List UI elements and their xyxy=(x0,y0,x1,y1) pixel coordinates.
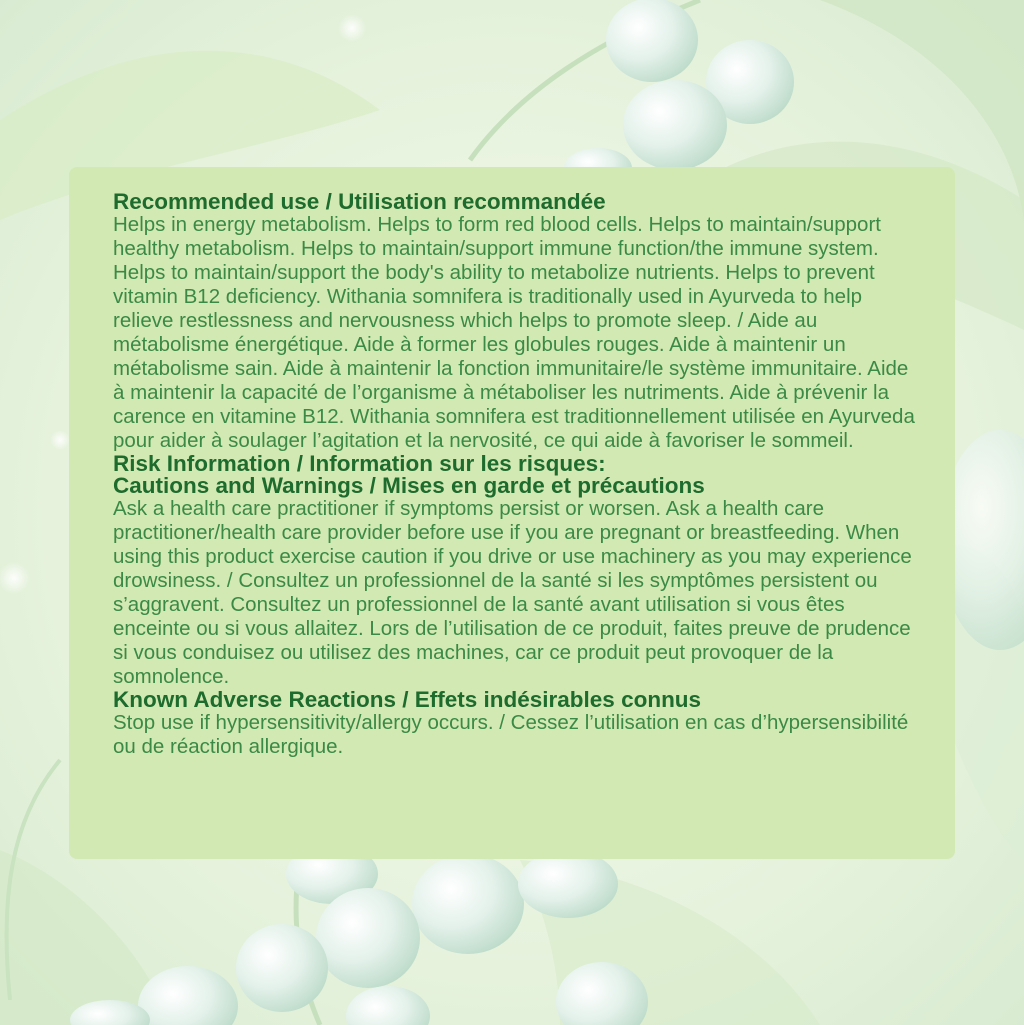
recommended-use-text: Helps in energy metabolism. Helps to form red blood cells. Helps to maintain/support healthy metabolism. Helps to maintain/support immune function/the immune system. Helps to maintain/support the body's ability to metabolize nutrients. Helps to prevent vitamin B12 deficiency. Withania somnifera is traditionally used in Ayurveda to help relieve restlessness and nervousness which helps to promote sleep. / Aide au métabolisme énergétique. Aide à former les globules rouges. Aide à maintenir un métabolisme sain. Aide à maintenir la fonction immunitaire/le système immunitaire. Aide à maintenir la capacité de l’organisme à métaboliser les nutriments. Aide à prévenir la carence en vitamine B12. Withania somnifera est traditionnellement utilisée en Ayurveda pour aider à soulager l’agitation et la nervosité, ce qui aide à favoriser le sommeil. xyxy=(113,213,915,452)
information-panel xyxy=(69,167,955,859)
label-text-block xyxy=(113,191,923,759)
adverse-reactions-text: Stop use if hypersensitivity/allergy occurs. / Cessez l’utilisation en cas d’hypersensibilité ou de réaction allergique. xyxy=(113,711,909,758)
cautions-warnings-text: Ask a health care practitioner if symptoms persist or worsen. Ask a health care practitioner/health care provider before use if you are pregnant or breastfeeding. When using this product exercise caution if you drive or use machinery as you may experience drowsiness. / Consultez un professionnel de la santé si les symptômes persistent ou s’aggravent. Consultez un professionnel de la santé avant utilisation si vous êtes enceinte ou si vous allaitez. Lors de l’utilisation de ce produit, faites preuve de prudence si vous conduisez ou utilisez des machines, car ce produit peut provoquer de la somnolence. xyxy=(113,497,912,688)
adverse-reactions-heading: Known Adverse Reactions / Effets indésirables connus xyxy=(113,687,702,712)
risk-information-heading: Risk Information / Information sur les risques: xyxy=(113,451,606,476)
cautions-warnings-heading: Cautions and Warnings / Mises en garde et précautions xyxy=(113,473,705,498)
recommended-use-heading: Recommended use / Utilisation recommandée xyxy=(113,189,606,214)
